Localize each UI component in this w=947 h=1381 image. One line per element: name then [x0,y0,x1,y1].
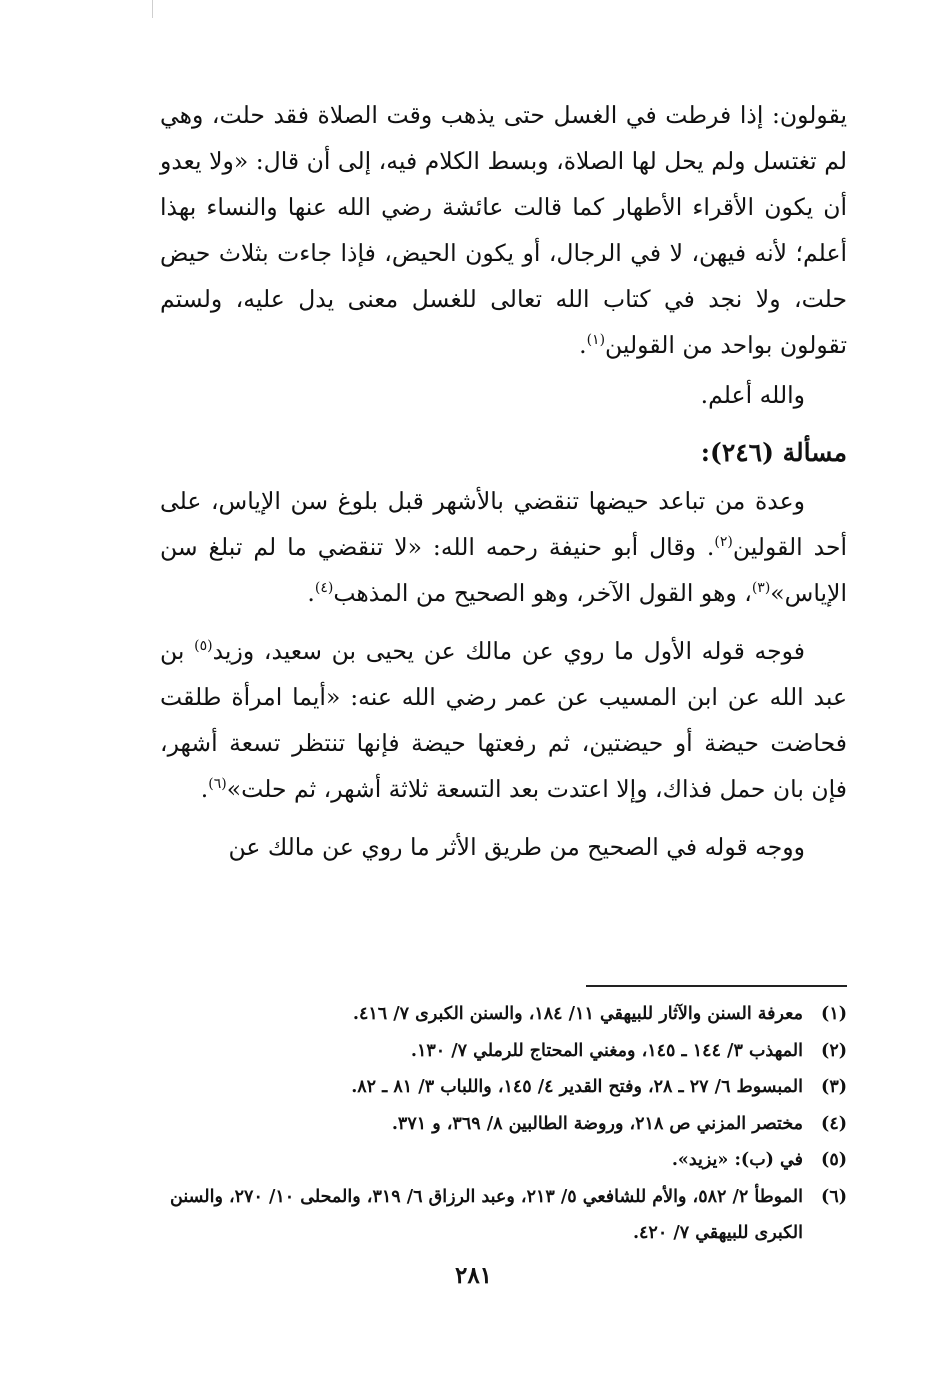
footnote-number: (٣) [821,1077,847,1097]
footnote-item [152,996,847,1033]
paragraph-4-text-b: بن عبد الله عن ابن المسيب عن عمر رضي الله عنه: «أيما امرأة طلقت فحاضت حيضة أو حيضتين، ثم رفعتها حيضة فإنها تنتظر تسعة أشهر، فإن بان حمل فذاك، وإلا اعتدت بعد التسعة ثلاثة أشهر، ثم حلت» [160,637,847,803]
footnote-text: معرفة السنن والآثار للبيهقي ١١/ ١٨٤، والسنن الكبرى ٧/ ٤١٦. [352,1004,803,1024]
footnotes [152,996,847,1252]
footnote-item [152,1179,847,1252]
paragraph-3-text-b: . وقال أبو حنيفة رحمه الله: «لا تنقضي ما لم تبلغ سن الإياس» [160,533,847,607]
footnote-text: مختصر المزني ص ٢١٨، وروضة الطالبين ٨/ ٣٦٩، و ٣٧١. [391,1113,803,1134]
footnote-ref-1[interactable]: (١) [586,332,606,348]
footnote-number: (٦) [821,1186,847,1207]
footnote-ref-5[interactable]: (٥) [194,638,213,654]
footnote-separator [586,985,847,987]
footnote-ref-2[interactable]: (٢) [714,534,733,550]
footnote-number: (١) [821,1004,847,1024]
footnote-number: (٤) [821,1113,847,1134]
paragraph-1-end: . [579,331,587,359]
main-text [160,92,847,870]
paragraph-4-text-a: فوجه قوله الأول ما روي عن مالك عن يحيى بن سعيد، وزيد [212,637,805,665]
footnote-item [152,1142,847,1179]
footnote-text: المبسوط ٦/ ٢٧ ـ ٢٨، وفتح القدير ٤/ ١٤٥، واللباب ٣/ ٨١ ـ ٨٢. [351,1077,803,1097]
paragraph-5-text: ووجه قوله في الصحيح من طريق الأثر ما روي عن مالك عن [228,833,805,861]
section-heading: مسألة (٢٤٦): [700,438,847,467]
footnote-item [152,1033,847,1070]
footnote-ref-4[interactable]: (٤) [314,580,334,596]
paragraph-2 [160,372,847,418]
paragraph-3-text-c: ، وهو القول الآخر، وهو الصحيح من المذهب [333,579,752,607]
page-number: ٢٨١ [454,1262,493,1289]
footnote-text: في (ب): «يزيد». [671,1150,803,1170]
paragraph-1 [160,92,847,368]
footnote-ref-3[interactable]: (٣) [751,580,771,596]
footnote-number: (٢) [821,1040,847,1061]
footnote-ref-6[interactable]: (٦) [208,776,227,792]
paragraph-5 [160,824,847,870]
paragraph-3 [160,478,847,616]
paragraph-1-text: يقولون: إذا فرطت في الغسل حتى يذهب وقت الصلاة فقد حلت، وهي لم تغتسل ولم يحل لها الصلاة، وبسط الكلام فيه، إلى أن قال: «ولا يعدو أن يكون الأقراء الأطهار كما قالت عائشة رضي الله عنها والنساء بهذا أعلم؛ لأنه فيهن، لا في الرجال، أو يكون الحيض، فإذا جاءت بثلاث حيض حلت، ولا نجد في كتاب الله تعالى للغسل معنى يدل عليه، ولستم تقولون بواحد من القولين [160,101,847,359]
footnote-text: المهذب ٣/ ١٤٤ ـ ١٤٥، ومغني المحتاج للرملي ٧/ ١٣٠. [410,1040,803,1061]
footnote-item [152,1106,847,1143]
paragraph-4 [160,628,847,812]
footnote-text: الموطأ ٢/ ٥٨٢، والأم للشافعي ٥/ ٢١٣، وعبد الرزاق ٦/ ٣١٩، والمحلى ١٠/ ٢٧٠، والسنن الكبرى للبيهقي ٧/ ٤٢٠. [170,1186,803,1243]
paragraph-4-end: . [200,775,209,803]
paragraph-3-text-a: وعدة من تباعد حيضها تنقضي بالأشهر قبل بلوغ سن الإياس، على أحد القولين [160,487,847,561]
footnote-number: (٥) [821,1150,847,1170]
scan-margin-mark [152,0,153,18]
paragraph-2-text: والله أعلم. [700,381,805,409]
paragraph-3-end: . [307,579,315,607]
footnote-item [152,1069,847,1106]
